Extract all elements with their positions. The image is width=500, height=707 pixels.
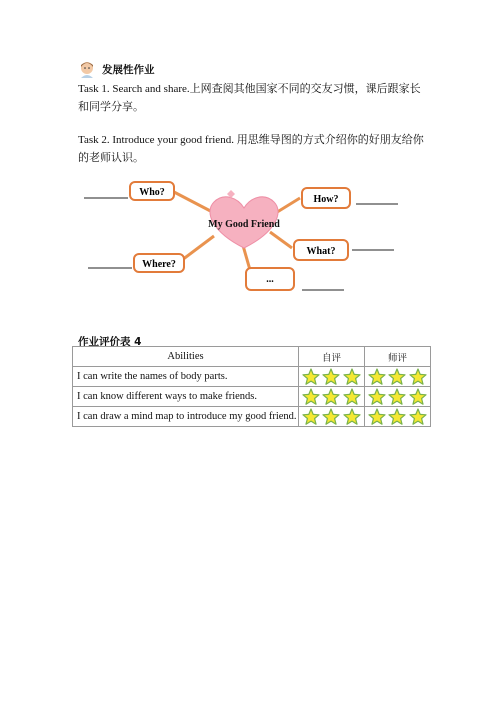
table-header-row xyxy=(73,347,431,367)
how-label: How? xyxy=(313,194,339,205)
who-box xyxy=(130,182,174,200)
what-label: What? xyxy=(306,246,336,257)
star-icon[interactable] xyxy=(302,368,320,385)
star-icon[interactable] xyxy=(302,388,320,405)
table-row xyxy=(73,367,431,387)
where-label: Where? xyxy=(142,259,176,270)
star-icon[interactable] xyxy=(343,368,361,385)
ability-cell: I can know different ways to make friends. xyxy=(73,387,299,407)
teacher-stars-cell xyxy=(365,387,431,407)
self-stars-cell xyxy=(299,407,365,427)
star-icon[interactable] xyxy=(409,408,427,425)
header-teacher-eval: 师评 xyxy=(365,347,431,367)
star-icon[interactable] xyxy=(409,368,427,385)
mind-map xyxy=(82,172,402,302)
center-label: My Good Friend xyxy=(208,219,280,230)
teacher-stars-cell xyxy=(365,367,431,387)
star-icon[interactable] xyxy=(343,388,361,405)
section-title: 发展性作业 xyxy=(102,63,155,76)
ability-cell: I can draw a mind map to introduce my good friend. xyxy=(73,407,299,427)
star-icon[interactable] xyxy=(388,368,406,385)
ability-cell: I can write the names of body parts. xyxy=(73,367,299,387)
table-title: 作业评价表 4 xyxy=(78,336,142,348)
table-row xyxy=(73,387,431,407)
how-box xyxy=(302,188,350,208)
star-icon[interactable] xyxy=(368,408,386,425)
evaluation-table xyxy=(72,346,431,427)
task-1-text: Task 1. Search and share.上网查阅其他国家不同的交友习惯，课后跟家长和同学分享。 xyxy=(78,83,421,113)
more-box xyxy=(246,268,294,290)
header-self-eval: 自评 xyxy=(299,347,365,367)
star-icon[interactable] xyxy=(409,388,427,405)
star-icon[interactable] xyxy=(322,408,340,425)
section-header xyxy=(78,60,155,78)
what-box xyxy=(294,240,348,260)
center-heart xyxy=(208,190,280,248)
more-label: ... xyxy=(266,274,274,285)
header-abilities: Abilities xyxy=(73,347,299,367)
star-icon[interactable] xyxy=(368,368,386,385)
teacher-stars-cell xyxy=(365,407,431,427)
star-icon[interactable] xyxy=(368,388,386,405)
where-box xyxy=(134,254,184,272)
task-2-text: Task 2. Introduce your good friend. 用思维导图的方式介绍你的好朋友给你的老师认识。 xyxy=(78,134,424,164)
star-icon[interactable] xyxy=(302,408,320,425)
who-label: Who? xyxy=(139,187,165,198)
star-icon[interactable] xyxy=(388,388,406,405)
star-icon[interactable] xyxy=(388,408,406,425)
star-icon[interactable] xyxy=(343,408,361,425)
self-stars-cell xyxy=(299,387,365,407)
star-icon[interactable] xyxy=(322,368,340,385)
star-icon[interactable] xyxy=(322,388,340,405)
student-avatar-icon xyxy=(78,60,96,78)
self-stars-cell xyxy=(299,367,365,387)
table-row xyxy=(73,407,431,427)
